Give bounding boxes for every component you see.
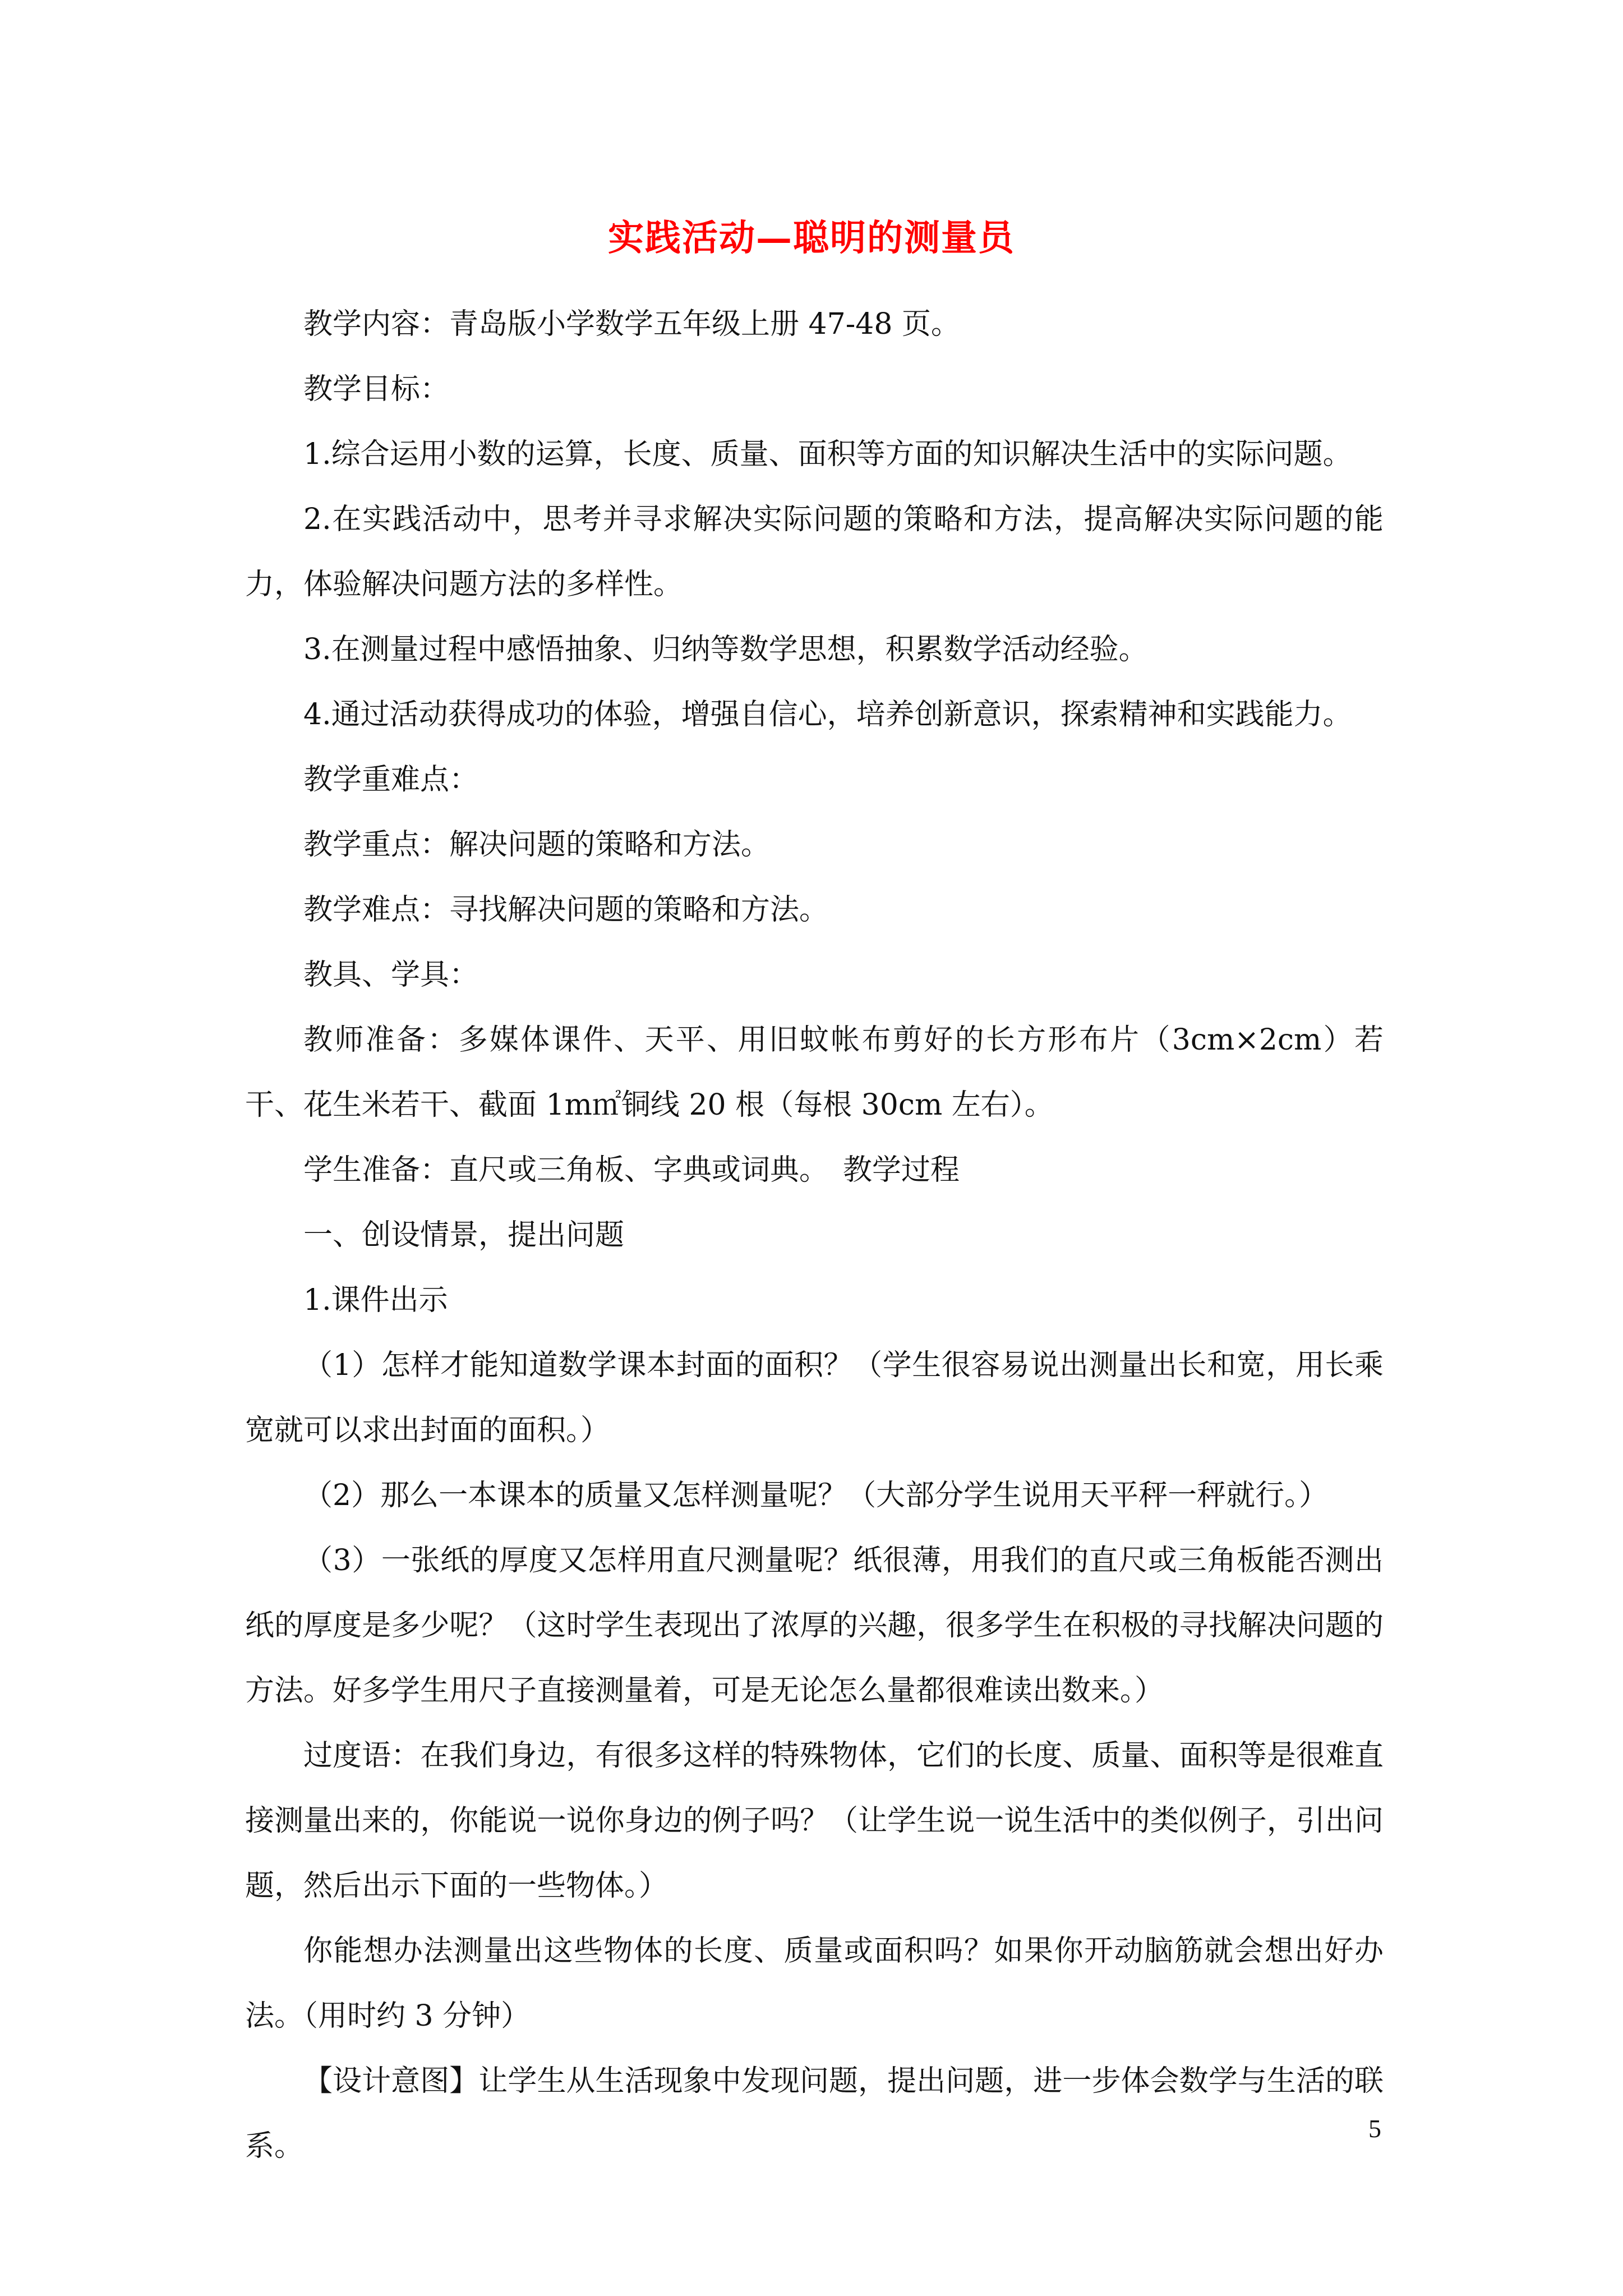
document-body — [245, 292, 1384, 2179]
paragraph-key-points-heading: 教学重难点： — [303, 763, 479, 797]
paragraph-question-3: （3）一张纸的厚度又怎样用直尺测量呢？纸很薄，用我们的直尺或三角板能否测出纸的厚度是多少呢？（这时学生表现出了浓厚的兴趣，很多学生在积极的寻找解决问题的方法。好多学生用尺子直接测量着，可是无论怎么量都很难读出数来。） — [245, 1544, 1384, 1708]
paragraph-question-2: （2）那么一本课本的质量又怎样测量呢？（大部分学生说用天平秤一秤就行。） — [303, 1479, 1329, 1512]
paragraph-difficult-point: 教学难点：寻找解决问题的策略和方法。 — [303, 893, 829, 927]
paragraph-section-1-heading: 一、创设情景，提出问题 — [303, 1218, 625, 1252]
paragraph-goal-3: 3.在测量过程中感悟抽象、归纳等数学思想，积累数学活动经验。 — [303, 633, 1148, 666]
paragraph-key-point: 教学重点：解决问题的策略和方法。 — [303, 828, 771, 862]
paragraph-teaching-content: 教学内容：青岛版小学数学五年级上册 47-48 页。 — [303, 307, 960, 341]
paragraph-teaching-aids-heading: 教具、学具： — [303, 958, 479, 992]
paragraph-goal-4: 4.通过活动获得成功的体验，增强自信心，培养创新意识，探索精神和实践能力。 — [303, 698, 1352, 731]
page-number: 5 — [1368, 2114, 1381, 2143]
paragraph-teacher-preparation: 教师准备：多媒体课件、天平、用旧蚊帐布剪好的长方形布片（3cm×2cm）若干、花生米若干、截面 1m㎡铜线 20 根（每根 30cm 左右）。 — [245, 1023, 1384, 1122]
paragraph-transition: 过度语：在我们身边，有很多这样的特殊物体，它们的长度、质量、面积等是很难直接测量出来的，你能说一说你身边的例子吗？（让学生说一说生活中的类似例子，引出问题，然后出示下面的一些物体。） — [245, 1739, 1384, 1903]
paragraph-design-intent: 【设计意图】让学生从生活现象中发现问题，提出问题，进一步体会数学与生活的联系。 — [245, 2064, 1384, 2163]
paragraph-teaching-goals-heading: 教学目标： — [303, 372, 450, 406]
paragraph-question-1: （1）怎样才能知道数学课本封面的面积？（学生很容易说出测量出长和宽，用长乘宽就可以求出封面的面积。） — [245, 1349, 1384, 1447]
paragraph-think-method: 你能想办法测量出这些物体的长度、质量或面积吗？如果你开动脑筋就会想出好办法。（用时约 3 分钟） — [245, 1934, 1384, 2033]
document-title: 实践活动—聪明的测量员 — [608, 217, 1015, 259]
paragraph-goal-1: 1.综合运用小数的运算，长度、质量、面积等方面的知识解决生活中的实际问题。 — [303, 438, 1352, 471]
paragraph-student-preparation: 学生准备：直尺或三角板、字典或词典。 教学过程 — [303, 1153, 960, 1187]
paragraph-goal-2: 2.在实践活动中，思考并寻求解决实际问题的策略和方法，提高解决实际问题的能力，体验解决问题方法的多样性。 — [245, 503, 1384, 601]
paragraph-courseware: 1.课件出示 — [303, 1283, 448, 1317]
